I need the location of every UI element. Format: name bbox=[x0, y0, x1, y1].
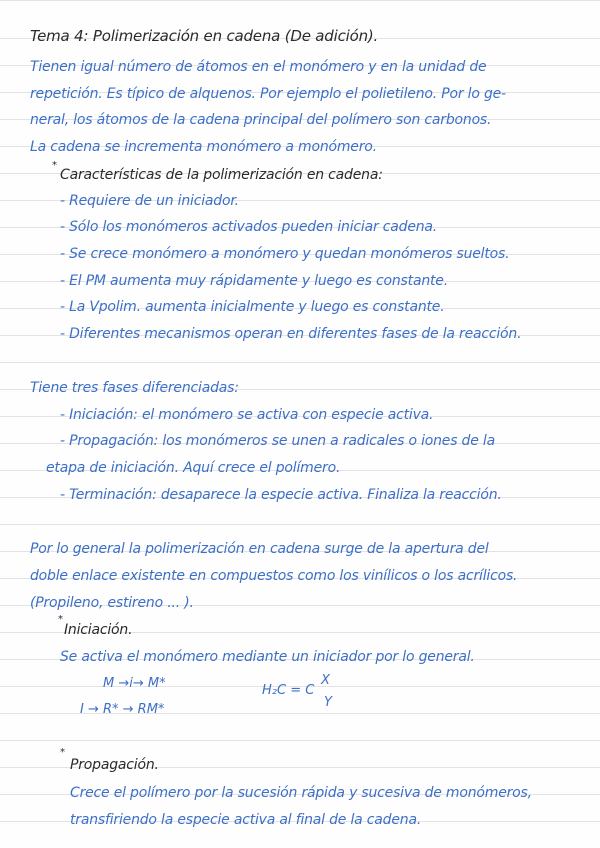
caract-item-4: - El PM aumenta muy rápidamente y luego es constante. bbox=[60, 273, 448, 289]
general-line-3: (Propileno, estireno ... ). bbox=[30, 595, 194, 611]
bullet-star: * bbox=[58, 614, 63, 625]
caract-item-2: - Sólo los monómeros activados pueden iniciar cadena. bbox=[60, 219, 438, 235]
bullet-star: * bbox=[60, 747, 65, 758]
intro-line-4: La cadena se incrementa monómero a monómero. bbox=[30, 139, 377, 155]
iniciacion-text: Se activa el monómero mediante un iniciador por lo general. bbox=[60, 649, 475, 665]
propagacion-text-1: Crece el polímero por la sucesión rápida y sucesiva de monómeros, bbox=[70, 785, 532, 801]
equation-activation: M →i→ M* bbox=[103, 676, 166, 691]
vinyl-base: H₂C = C bbox=[262, 683, 315, 698]
general-line-2: doble enlace existente en compuestos como los vinílicos o los acrílicos. bbox=[30, 568, 518, 584]
vinyl-substituent-y: Y bbox=[324, 695, 332, 710]
caract-item-6: - Diferentes mecanismos operan en diferentes fases de la reacción. bbox=[60, 326, 522, 342]
equation-initiator: I → R* → RM* bbox=[80, 702, 165, 717]
fases-heading: Tiene tres fases diferenciadas: bbox=[30, 380, 239, 396]
vinyl-substituent-x: X bbox=[321, 673, 330, 688]
general-line-1: Por lo general la polimerización en cadena surge de la apertura del bbox=[30, 541, 489, 557]
page-title: Tema 4: Polimerización en cadena (De adición). bbox=[30, 27, 379, 45]
iniciacion-heading: Iniciación. bbox=[64, 622, 133, 638]
bullet-star: * bbox=[52, 160, 57, 171]
fases-item-2: - Propagación: los monómeros se unen a radicales o iones de la bbox=[60, 433, 495, 449]
fases-item-2-cont: etapa de iniciación. Aquí crece el polímero. bbox=[46, 460, 341, 476]
fases-item-3: - Terminación: desaparece la especie activa. Finaliza la reacción. bbox=[60, 487, 502, 503]
propagacion-heading: Propagación. bbox=[70, 757, 159, 773]
propagacion-text-2: transfiriendo la especie activa al final de la cadena. bbox=[70, 812, 422, 828]
caract-heading: Características de la polimerización en cadena: bbox=[60, 167, 383, 183]
caract-item-1: - Requiere de un iniciador. bbox=[60, 193, 239, 209]
caract-item-3: - Se crece monómero a monómero y quedan monómeros sueltos. bbox=[60, 246, 510, 262]
equation-vinyl bbox=[262, 683, 314, 698]
intro-line-1: Tienen igual número de átomos en el monómero y en la unidad de bbox=[30, 59, 487, 75]
fases-item-1: - Iniciación: el monómero se activa con especie activa. bbox=[60, 407, 434, 423]
caract-item-5: - La Vpolim. aumenta inicialmente y luego es constante. bbox=[60, 299, 445, 315]
intro-line-2: repetición. Es típico de alquenos. Por ejemplo el polietileno. Por lo ge- bbox=[30, 86, 506, 102]
intro-line-3: neral, los átomos de la cadena principal del polímero son carbonos. bbox=[30, 112, 492, 128]
